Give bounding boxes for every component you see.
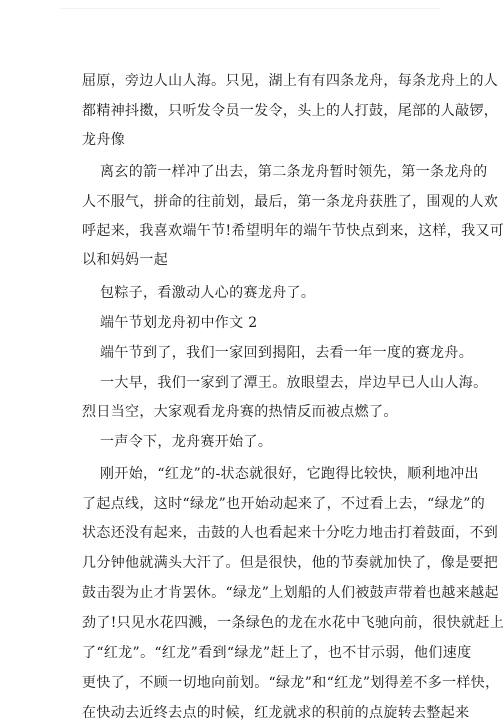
- text-line: 鼓击裂为止才肯罢休。“绿龙”上划船的人们被鼓声带着也越来越起: [82, 585, 499, 601]
- text-line: 离玄的箭一样冲了出去，第二条龙舟暂时领先，第一条龙舟的: [100, 164, 488, 180]
- text-line: 烈日当空，大家观看龙舟赛的热情反而被点燃了。: [82, 404, 398, 420]
- text-line: 状态还没有起来，击鼓的人也看起来十分吃力地击打着鼓面，不到: [82, 525, 499, 541]
- text-line: 一大早，我们一家到了潭王。放眼望去，岸边早已人山人海。: [100, 375, 488, 391]
- text-line: 人不服气，拼命的往前划，最后，第一条龙舟获胜了，围观的人欢: [82, 194, 499, 210]
- text-line: 包粽子，看激动人心的赛龙舟了。: [100, 285, 316, 301]
- text-line: 以和妈妈一起: [82, 252, 169, 268]
- text-line: 一声令下，龙舟赛开始了。: [100, 434, 273, 450]
- text-line: 了“红龙”。“红龙”看到“绿龙”赶上了，也不甘示弱，他们速度: [82, 645, 472, 661]
- text-line: 在快动去近终去点的时候，红龙就求的积前的点旋转去整起来: [82, 705, 470, 721]
- text-line: 刚开始，“红龙”的-状态就很好，它跑得比较快，顺利地冲出: [100, 466, 479, 482]
- page-top-edge: [60, 8, 440, 9]
- text-line: 屈原，旁边人山人海。只见，湖上有有四条龙舟，每条龙舟上的人: [82, 73, 499, 89]
- text-line: 呼起来，我喜欢端午节!希望明年的端午节快点到来，这样，我又可: [82, 223, 504, 239]
- text-line: 了起点线，这时“绿龙”也开始动起来了，不过看上去，“绿龙”的: [82, 496, 486, 512]
- text-line: 端午节到了，我们一家回到揭阳，去看一年一度的赛龙舟。: [100, 345, 474, 361]
- text-line: 几分钟他就满头大汗了。但是很快，他的节奏就加快了，像是要把: [82, 555, 499, 571]
- section-heading: 端午节划龙舟初中作文 2: [100, 315, 258, 331]
- text-line: 龙舟像: [82, 132, 126, 148]
- text-line: 更快了，不顾一切地向前划。“绿龙”和“红龙”划得差不多一样快，: [82, 675, 500, 691]
- text-line: 都精神抖擞，只听发令员一发令，头上的人打鼓，尾部的人敲锣，: [82, 103, 499, 119]
- text-line: 劲了!只见水花四溅，一条绿色的龙在水花中飞驰向前，很快就赶上: [82, 615, 504, 631]
